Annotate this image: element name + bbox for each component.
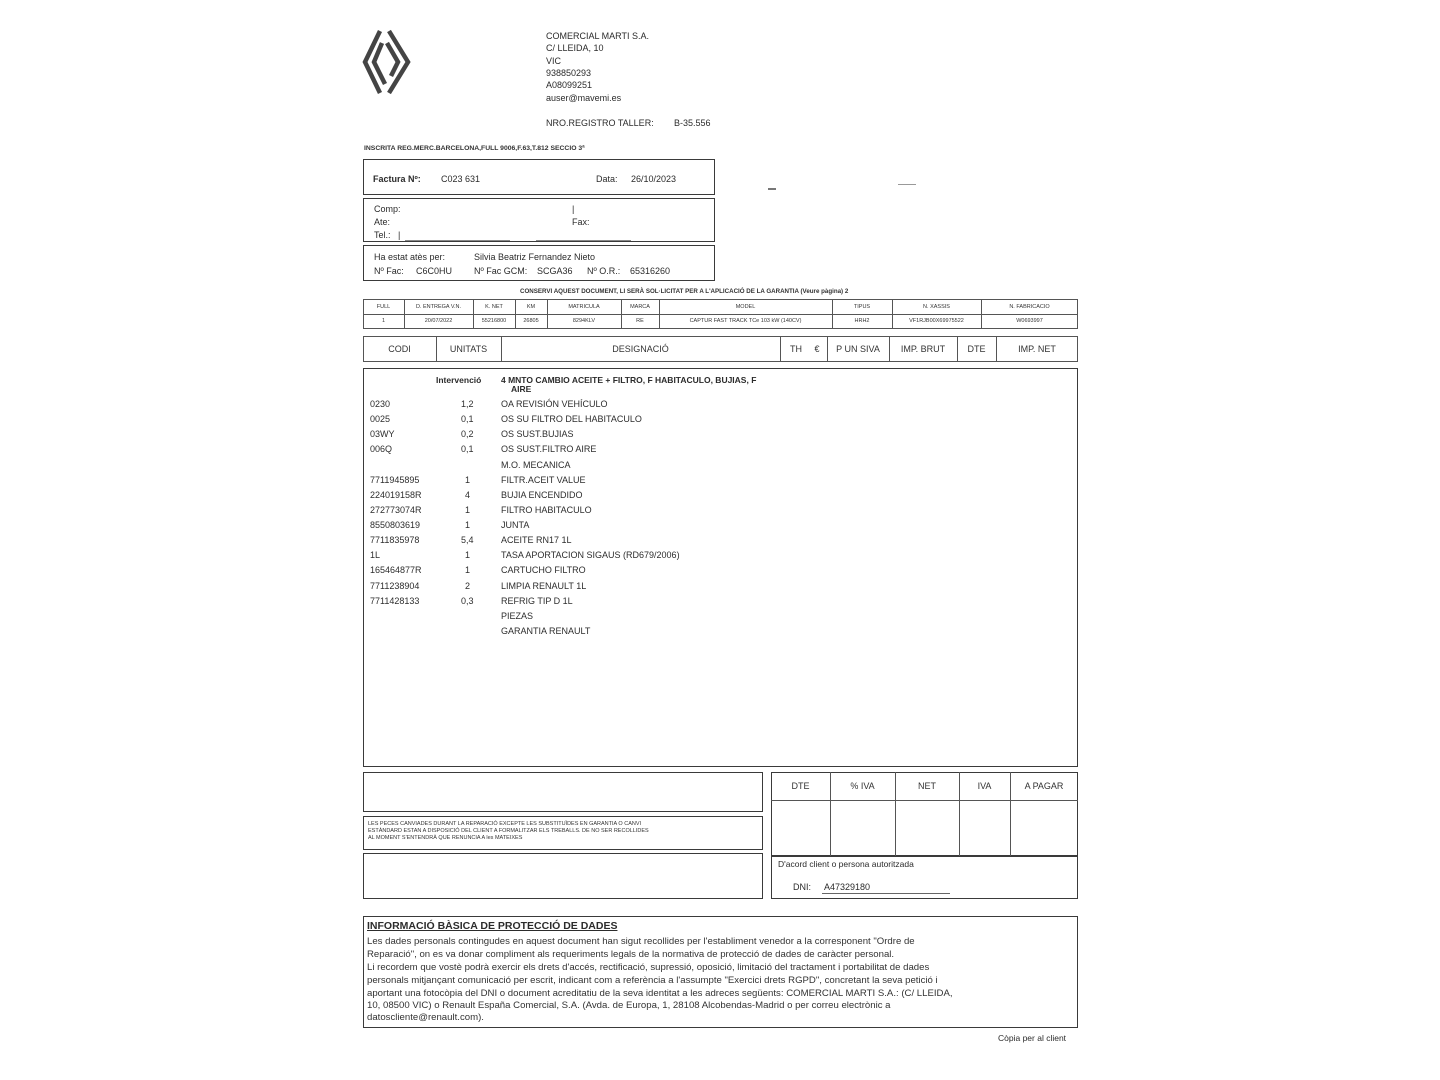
line-code: 0230 <box>370 399 391 409</box>
totals-header-discount: DTE <box>791 781 810 791</box>
vehicle-header-km: KM <box>526 304 536 310</box>
line-qty: 0,1 <box>461 444 474 454</box>
line-desc: BUJIA ENCENDIDO <box>501 490 583 500</box>
invoice-number-label: Factura Nº: <box>373 174 421 184</box>
client-comp-label: Comp: <box>374 204 401 214</box>
line-qty: 1,2 <box>461 399 474 409</box>
privacy-text-line: Reparació", on es va donar compliment als requeriments legals de la normativa de protecció de dades de caràcter personal. <box>367 949 895 960</box>
dni-value: A47329180 <box>824 882 871 892</box>
attended-name: Silvia Beatriz Fernandez Nieto <box>474 252 596 262</box>
client-att-label: Ate: <box>374 217 391 227</box>
scan-speck <box>768 188 776 190</box>
line-code: 7711238904 <box>370 581 420 591</box>
line-desc: OA REVISIÓN VEHÍCULO <box>501 399 608 409</box>
copy-label: Còpia per al client <box>998 1033 1067 1043</box>
line-code: 1L <box>370 550 381 560</box>
observations-box <box>363 853 763 899</box>
invoice-number: C023 631 <box>441 174 481 184</box>
totals-header-vat: IVA <box>977 781 992 791</box>
vehicle-header-model: MODEL <box>735 304 756 310</box>
fac-value: C6C0HU <box>416 266 453 276</box>
line-desc: TASA APORTACION SIGAUS (RD679/2006) <box>501 550 680 560</box>
dni-label: DNI: <box>793 882 811 892</box>
vehicle-header-manufacture: N. FABRICACIO <box>1009 304 1050 310</box>
line-qty: 2 <box>465 581 471 591</box>
totals-header-divider <box>771 800 1078 801</box>
line-qty: 1 <box>465 505 471 515</box>
line-qty: 0,2 <box>461 429 474 439</box>
line-desc: OS SUST.FILTRO AIRE <box>501 444 597 454</box>
signature-label: D'acord client o persona autoritzada <box>778 859 914 869</box>
company-name: COMERCIAL MARTI S.A. <box>546 31 650 41</box>
line-code: 7711428133 <box>370 596 420 606</box>
vehicle-table-divider <box>363 314 1078 315</box>
vehicle-value-chassis: VF1RJB00X69975522 <box>909 318 964 324</box>
vehicle-header-delivery: D. ENTREGA V.N. <box>415 304 462 310</box>
lines-header-euro: € <box>814 344 820 354</box>
company-cif: A08099251 <box>546 80 593 90</box>
or-value: 65316260 <box>630 266 671 276</box>
line-code: 03WY <box>370 429 395 439</box>
registry-value: B-35.556 <box>674 118 711 128</box>
line-desc: REFRIG TIP D 1L <box>501 596 573 606</box>
line-qty: 1 <box>465 550 471 560</box>
line-code: 224019158R <box>370 490 422 500</box>
renault-logo-icon <box>360 28 414 96</box>
vehicle-value-delivery: 20/07/2022 <box>424 318 453 324</box>
line-code: 0025 <box>370 414 391 424</box>
line-qty: 1 <box>465 520 471 530</box>
notes-box <box>363 772 763 812</box>
scan-speck <box>898 184 916 185</box>
totals-header-vat-rate: % IVA <box>850 781 875 791</box>
line-desc: M.O. MECANICA <box>501 460 571 470</box>
parts-notice-line: AL MOMENT S'ENTENDRÀ QUE RENUNCIA A les MATEIXES <box>368 835 523 841</box>
client-tel-underline <box>405 240 510 241</box>
intervention-title-cont: AIRE <box>511 384 532 394</box>
line-qty: 0,3 <box>461 596 474 606</box>
client-fax-underline <box>536 240 631 241</box>
line-qty: 1 <box>465 565 471 575</box>
totals-header-to-pay: A PAGAR <box>1024 781 1064 791</box>
vehicle-value-plate: 8294KLV <box>572 318 596 324</box>
registry-label: NRO.REGISTRO TALLER: <box>546 118 654 128</box>
lines-header-net: IMP. NET <box>1018 344 1056 354</box>
company-phone: 938850293 <box>546 68 592 78</box>
line-desc: GARANTIA RENAULT <box>501 626 591 636</box>
line-desc: OS SU FILTRO DEL HABITACULO <box>501 414 642 424</box>
line-code: 165464877R <box>370 565 422 575</box>
vehicle-value-km: 26805 <box>523 318 539 324</box>
vehicle-value-model: CAPTUR FAST TRACK TCe 103 kW (140CV) <box>689 318 802 324</box>
fac-gcm-value: SCGA36 <box>537 266 573 276</box>
lines-header-discount: DTE <box>967 344 986 354</box>
lines-header-th: TH <box>790 344 802 354</box>
line-desc: JUNTA <box>501 520 530 530</box>
or-label: Nº O.R.: <box>587 266 621 276</box>
conserve-notice: CONSERVI AQUEST DOCUMENT, LI SERÀ SOL·LICITAT PER A L'APLICACIÓ DE LA GARANTIA (Veure pàgina) 2 <box>520 288 849 295</box>
dni-underline <box>822 893 950 894</box>
vehicle-value-brand: RE <box>636 318 644 324</box>
vehicle-header-brand: MARCA <box>630 304 650 310</box>
lines-header-units: UNITATS <box>449 344 488 354</box>
line-desc: FILTR.ACEIT VALUE <box>501 475 586 485</box>
inscription-text: INSCRITA REG.MERC.BARCELONA,FULL 9006,F.63,T.812 SECCIO 3ª <box>364 145 585 152</box>
privacy-text-line: datoscliente@renault.com). <box>367 1012 484 1023</box>
line-desc: OS SUST.BUJIAS <box>501 429 574 439</box>
line-qty: 1 <box>465 475 471 485</box>
privacy-text-line: personals mitjançant comunicació per escrit, indicant com a referència a l'assumpte "Exercici drets RGPD", concretant la seva petició i <box>367 975 938 986</box>
vehicle-header-plate: MATRICULA <box>568 304 600 310</box>
line-desc: LIMPIA RENAULT 1L <box>501 581 587 591</box>
vehicle-value-full: 1 <box>381 318 386 324</box>
line-code: 272773074R <box>370 505 422 515</box>
line-code: 7711945895 <box>370 475 420 485</box>
client-comp-sep: | <box>572 204 575 214</box>
line-code: 8550803619 <box>370 520 421 530</box>
lines-header-designation: DESIGNACIÓ <box>612 344 669 354</box>
invoice-date: 26/10/2023 <box>631 174 677 184</box>
vehicle-value-knet: 55216800 <box>481 318 507 324</box>
attended-label: Ha estat atès per: <box>374 252 446 262</box>
invoice-date-label: Data: <box>596 174 618 184</box>
line-qty: 0,1 <box>461 414 474 424</box>
vehicle-value-manufacture: W0693997 <box>1016 318 1043 324</box>
client-box <box>363 198 715 242</box>
privacy-text-line: 10, 08500 VIC) o Renault España Comercial, S.A. (Avda. de Europa, 1, 28108 Alcobendas-Madrid o per correu electrònic a <box>367 1000 891 1011</box>
line-desc: FILTRO HABITACULO <box>501 505 592 515</box>
vehicle-value-type: HRH2 <box>854 318 870 324</box>
privacy-text-line: aportant una fotocòpia del DNI o document acreditatiu de la seva identitat a les adreces següents: COMERCIAL MARTI S.A.: (C/ LLEIDA, <box>367 988 953 999</box>
client-tel-label: Tel.: <box>374 230 391 240</box>
line-desc: PIEZAS <box>501 611 534 621</box>
vehicle-header-full: FULL <box>376 304 391 310</box>
line-code: 7711835978 <box>370 535 420 545</box>
intervention-label: Intervenció <box>436 375 482 385</box>
line-qty: 4 <box>465 490 471 500</box>
line-qty: 5,4 <box>461 535 474 545</box>
company-city: VIC <box>546 56 562 66</box>
privacy-text-line: Li recordem que vostè podrà exercir els drets d'accés, rectificació, supressió, oposició, limitació del tractament i portabilitat de dades <box>367 962 930 973</box>
parts-notice-line: ESTÀNDARD ESTAN A DISPOSICIÓ DEL CLIENT A FORMALITZAR ELS TREBALLS. DE NO SER RECOLLIDES <box>368 828 649 834</box>
lines-col-sep <box>780 336 781 362</box>
lines-header-unit-price: P UN SIVA <box>836 344 880 354</box>
lines-header-gross: IMP. BRUT <box>900 344 946 354</box>
vehicle-header-knet: K. NET <box>485 304 503 310</box>
line-desc: CARTUCHO FILTRO <box>501 565 586 575</box>
fac-gcm-label: Nº Fac GCM: <box>474 266 528 276</box>
totals-header-net: NET <box>918 781 936 791</box>
line-code: 006Q <box>370 444 393 454</box>
privacy-title: INFORMACIÓ BÀSICA DE PROTECCIÓ DE DADES <box>367 920 618 932</box>
lines-header-code: CODI <box>388 344 411 354</box>
line-desc: ACEITE RN17 1L <box>501 535 572 545</box>
privacy-text-line: Les dades personals contingudes en aquest document han sigut recollides per l'establiment venedor a la corresponent "Ordre de <box>367 936 915 947</box>
client-fax-label: Fax: <box>572 217 590 227</box>
company-email: auser@mavemi.es <box>546 93 622 103</box>
vehicle-header-type: TIPUS <box>853 304 871 310</box>
vehicle-header-chassis: N. XASSIS <box>923 304 950 310</box>
fac-label: Nº Fac: <box>374 266 404 276</box>
client-tel-sep: | <box>398 230 401 240</box>
intervention-title: 4 MNTO CAMBIO ACEITE + FILTRO, F HABITACULO, BUJIAS, F <box>501 375 757 385</box>
company-address: C/ LLEIDA, 10 <box>546 43 604 53</box>
parts-notice-line: LES PECES CANVIADES DURANT LA REPARACIÓ EXCEPTE LES SUBSTITUÏDES EN GARANTIA O CANVI <box>368 821 642 827</box>
